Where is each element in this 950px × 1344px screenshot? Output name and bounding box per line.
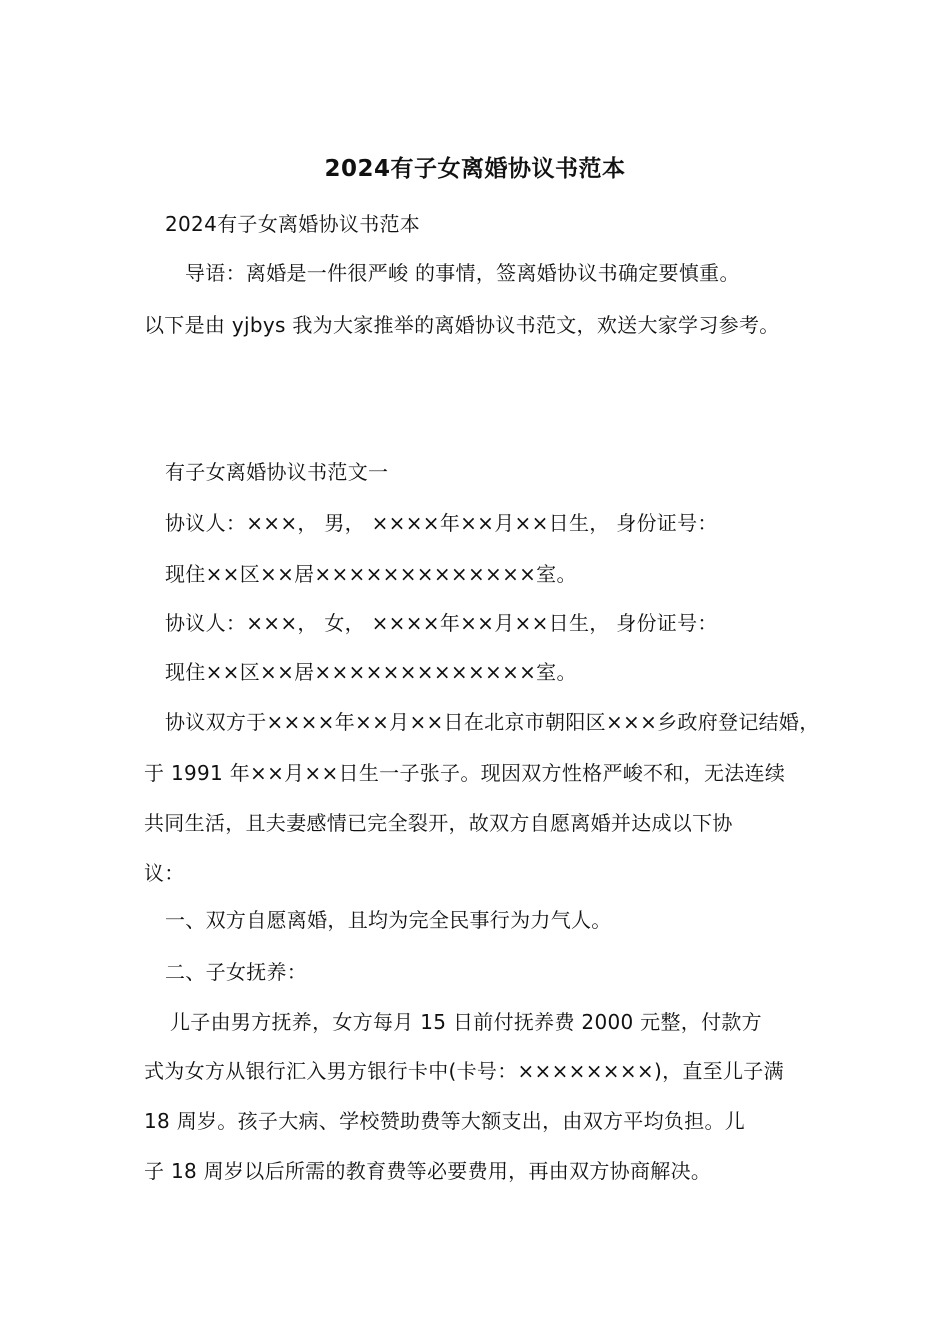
subtitle-line: 2024有子女离婚协议书范本 bbox=[165, 212, 421, 236]
body-line: 儿子由男方抚养，女方每月 15 日前付抚养费 2000 元整，付款方 bbox=[170, 1010, 762, 1034]
body-line: 式为女方从银行汇入男方银行卡中(卡号：××××××××)，直至儿子满 bbox=[144, 1059, 784, 1083]
party-line: 协议人：×××， 男， ××××年××月××日生， 身份证号： bbox=[165, 511, 718, 535]
body-line: 协议双方于××××年××月××日在北京市朝阳区×××乡政府登记结婚， bbox=[165, 710, 820, 734]
clause-line: 二、子女抚养： bbox=[165, 960, 308, 984]
section-heading: 有子女离婚协议书范文一 bbox=[165, 460, 389, 484]
address-line: 现住××区××居×××××××××××××室。 bbox=[165, 660, 577, 684]
body-line: 18 周岁。孩子大病、学校赞助费等大额支出，由双方平均负担。儿 bbox=[144, 1109, 746, 1133]
body-line: 于 1991 年××月××日生一子张子。现因双方性格严峻不和，无法连续 bbox=[144, 761, 786, 785]
address-line: 现住××区××居×××××××××××××室。 bbox=[165, 562, 577, 586]
document-title: 2024有子女离婚协议书范本 bbox=[324, 156, 626, 182]
party-line: 协议人：×××， 女， ××××年××月××日生， 身份证号： bbox=[165, 611, 718, 635]
body-line: 共同生活，且夫妻感情已完全裂开，故双方自愿离婚并达成以下协 bbox=[144, 811, 733, 835]
body-line: 子 18 周岁以后所需的教育费等必要费用，再由双方协商解决。 bbox=[144, 1159, 712, 1183]
body-line: 议： bbox=[144, 861, 185, 885]
clause-line: 一、双方自愿离婚，且均为完全民事行为力气人。 bbox=[165, 908, 612, 932]
intro-line: 以下是由 yjbys 我为大家推举的离婚协议书范文，欢送大家学习参考。 bbox=[144, 313, 780, 337]
intro-line: 导语：离婚是一件很严峻 的事情，签离婚协议书确定要慎重。 bbox=[185, 261, 740, 285]
